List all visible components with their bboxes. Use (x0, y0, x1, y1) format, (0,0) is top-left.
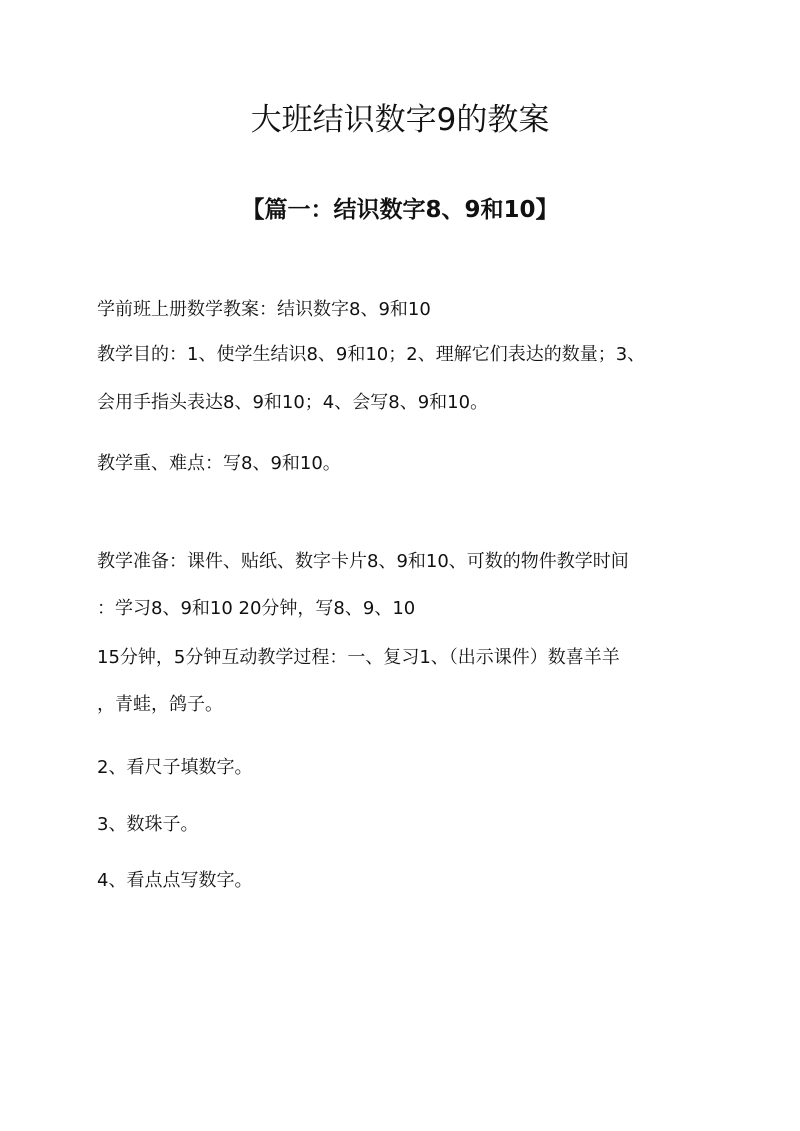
paragraph-line: ，青蛙，鸽子。 (97, 694, 223, 715)
paragraph-line: 15分钟，5分钟互动教学过程：一、复习1、（出示课件）数喜羊羊 (97, 647, 620, 668)
paragraph-line: 教学重、难点：写8、9和10。 (97, 453, 341, 474)
list-item: 4、看点点写数字。 (97, 870, 253, 891)
document-title: 大班结识数字9的教案 (250, 102, 550, 138)
list-item: 3、数珠子。 (97, 814, 199, 835)
paragraph-line: ：学习8、9和10 20分钟，写8、9、10 (97, 598, 416, 619)
paragraph-line: 教学目的：1、使学生结识8、9和10；2、理解它们表达的数量；3、 (97, 344, 646, 365)
paragraph-line: 学前班上册数学教案：结识数字8、9和10 (97, 299, 431, 320)
section-heading: 【篇一：结识数字8、9和10】 (241, 197, 559, 223)
list-item: 2、看尺子填数字。 (97, 757, 253, 778)
paragraph-line: 教学准备：课件、贴纸、数字卡片8、9和10、可数的物件教学时间 (97, 551, 629, 572)
paragraph-line: 会用手指头表达8、9和10；4、会写8、9和10。 (97, 392, 489, 413)
